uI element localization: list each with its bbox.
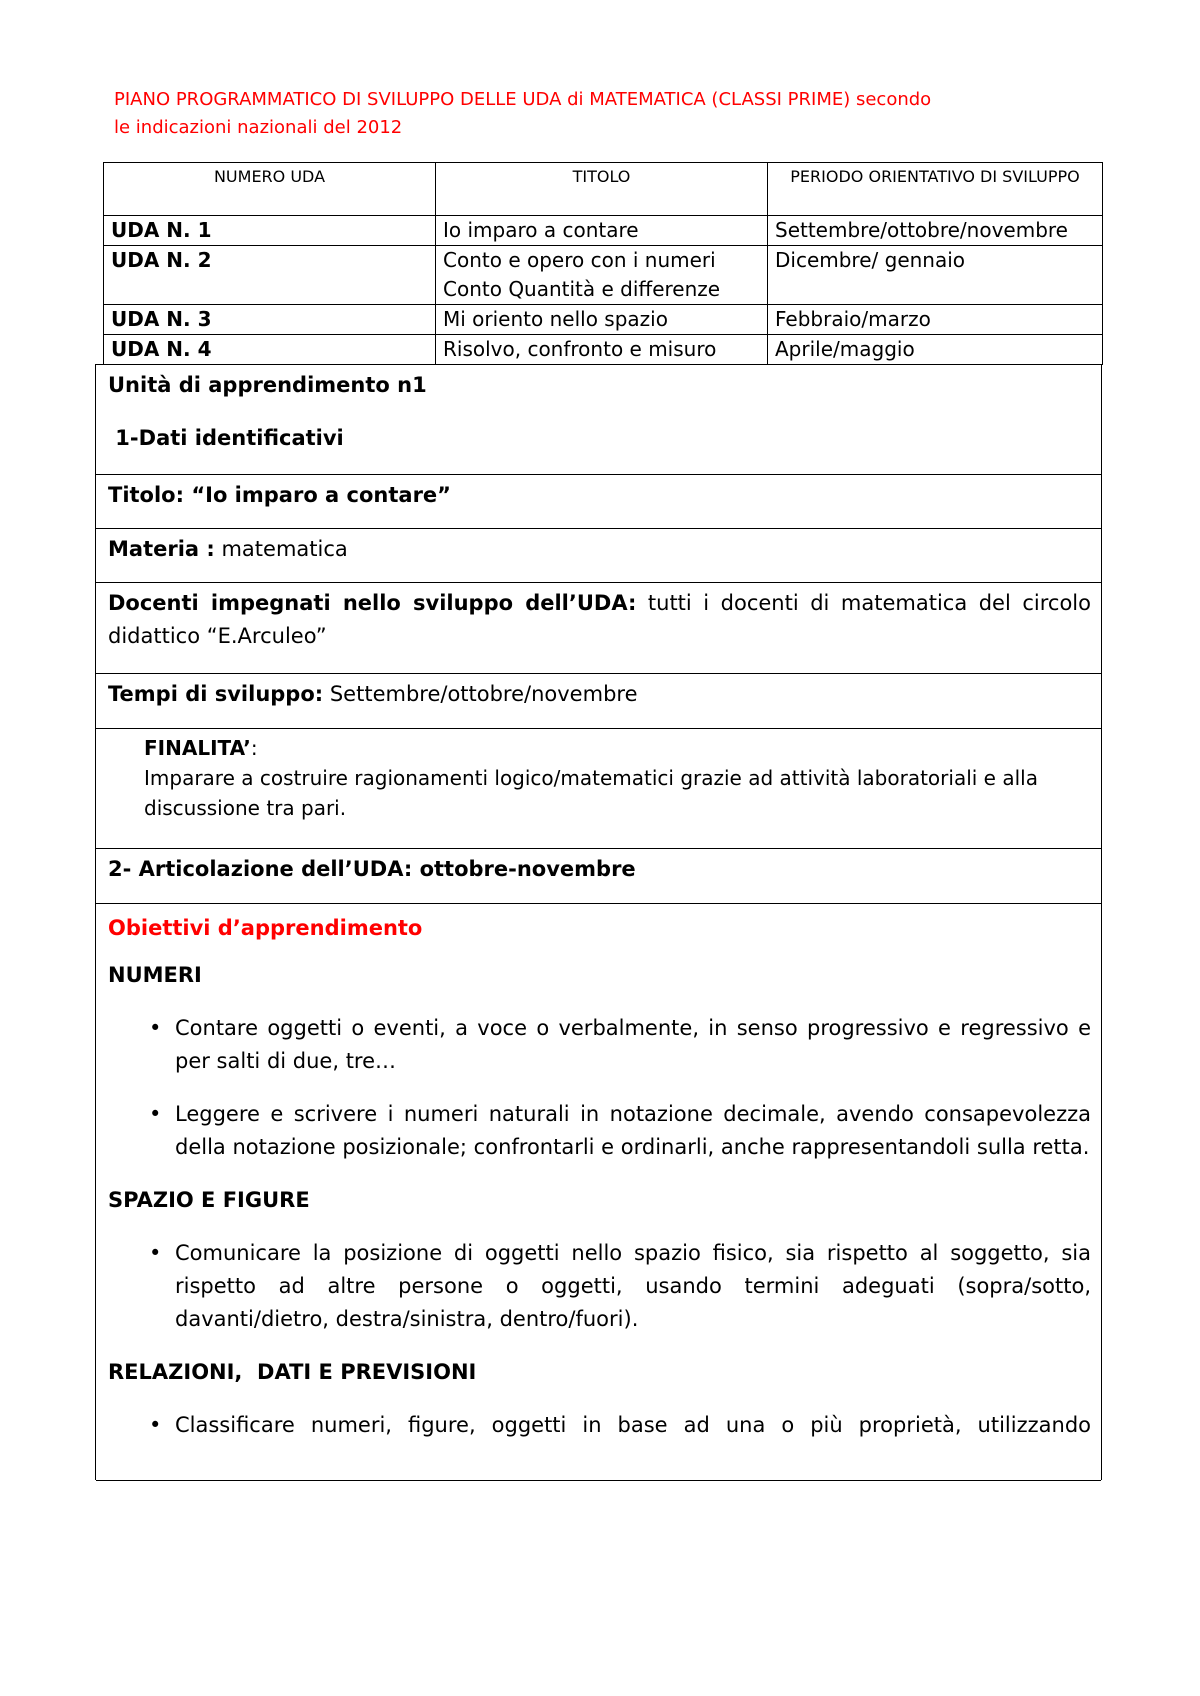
- section-2-heading: 2- Articolazione dell’UDA: ottobre-novembre: [108, 857, 636, 881]
- section-1-heading: 1-Dati identificativi: [108, 426, 344, 450]
- materia-row: [96, 529, 1101, 583]
- unit-heading-row: [96, 365, 1101, 475]
- column-header: NUMERO UDA: [104, 163, 436, 216]
- bullet-icon: •: [149, 1413, 162, 1437]
- column-header: TITOLO: [436, 163, 768, 216]
- title-line-1: PIANO PROGRAMMATICO DI SVILUPPO DELLE UDA di MATEMATICA (CLASSI PRIME) secondo: [114, 89, 932, 110]
- uda-title-line: Conto Quantità e differenze: [443, 277, 721, 301]
- numeri-list: [108, 1012, 1091, 1164]
- uda-title: Risolvo, confronto e misuro: [436, 335, 768, 365]
- titolo-row: [96, 475, 1101, 529]
- uda-number: UDA N. 4: [104, 335, 436, 365]
- finalita-text: Imparare a costruire ragionamenti logico/matematici grazie ad attività laboratoriali e alla discussione tra pari.: [144, 766, 1038, 820]
- uda-number: UDA N. 1: [104, 216, 436, 246]
- uda-table: [103, 162, 1103, 365]
- uda-title-line: Conto e opero con i numeri: [443, 248, 716, 272]
- uda-title: Io imparo a contare: [436, 216, 768, 246]
- tempi-value: Settembre/ottobre/novembre: [323, 682, 638, 706]
- page-title: [114, 86, 1114, 142]
- uda-period: Settembre/ottobre/novembre: [768, 216, 1103, 246]
- list-item: • Contare oggetti o eventi, a voce o verbalmente, in senso progressivo e regressivo e per salti di due, tre…: [108, 1012, 1091, 1078]
- bullet-icon: •: [149, 1102, 162, 1126]
- section-2-row: [96, 849, 1101, 904]
- column-header: PERIODO ORIENTATIVO DI SVILUPPO: [768, 163, 1103, 216]
- spazio-list: [108, 1237, 1091, 1336]
- uda-period: Aprile/maggio: [768, 335, 1103, 365]
- materia-value: matematica: [214, 537, 348, 561]
- unit-heading: Unità di apprendimento n1: [108, 373, 427, 397]
- unit-box: [95, 364, 1102, 1480]
- table-header-row: [104, 163, 1103, 216]
- obiettivi-heading: Obiettivi d’apprendimento: [108, 916, 423, 940]
- uda-title: [436, 246, 768, 305]
- finalita-row: [96, 729, 1101, 849]
- uda-period: Febbraio/marzo: [768, 305, 1103, 335]
- tempi-row: [96, 674, 1101, 729]
- docenti-row: [96, 583, 1101, 674]
- table-row: [104, 305, 1103, 335]
- table-row: [104, 246, 1103, 305]
- numeri-heading: NUMERI: [108, 963, 202, 987]
- materia-label: Materia :: [108, 537, 215, 561]
- list-item: • Comunicare la posizione di oggetti nello spazio fisico, sia rispetto al soggetto, sia rispetto ad altre persone o oggetti, usando termini adeguati (sopra/sotto, davanti/dietro, destra/sinistra, dentro/fuori).: [108, 1237, 1091, 1336]
- uda-title: Mi oriento nello spazio: [436, 305, 768, 335]
- bullet-icon: •: [149, 1016, 162, 1040]
- bullet-icon: •: [149, 1241, 162, 1265]
- docenti-label: Docenti impegnati nello sviluppo dell’UDA:: [108, 591, 637, 615]
- table-row: [104, 216, 1103, 246]
- title-line-2: le indicazioni nazionali del 2012: [114, 117, 403, 138]
- relazioni-heading: RELAZIONI, DATI E PREVISIONI: [108, 1360, 477, 1384]
- relazioni-list: [108, 1409, 1091, 1442]
- table-row: [104, 335, 1103, 365]
- finalita-colon: :: [250, 736, 258, 760]
- finalita-label: FINALITA’: [144, 736, 251, 760]
- list-item: • Classificare numeri, figure, oggetti in base ad una o più proprietà, utilizzando: [108, 1409, 1091, 1442]
- uda-number: UDA N. 3: [104, 305, 436, 335]
- docenti-value: tutti i docenti di matematica del circolo didattico “E.Arculeo”: [108, 591, 1091, 648]
- obiettivi-section: [96, 904, 1101, 1481]
- uda-period: Dicembre/ gennaio: [768, 246, 1103, 305]
- titolo-label: Titolo: “Io imparo a contare”: [108, 483, 451, 507]
- uda-number: UDA N. 2: [104, 246, 436, 305]
- tempi-label: Tempi di sviluppo:: [108, 682, 324, 706]
- spazio-heading: SPAZIO E FIGURE: [108, 1188, 310, 1212]
- list-item: • Leggere e scrivere i numeri naturali in notazione decimale, avendo consapevolezza della notazione posizionale; confrontarli e ordinarli, anche rappresentandoli sulla retta.: [108, 1098, 1091, 1164]
